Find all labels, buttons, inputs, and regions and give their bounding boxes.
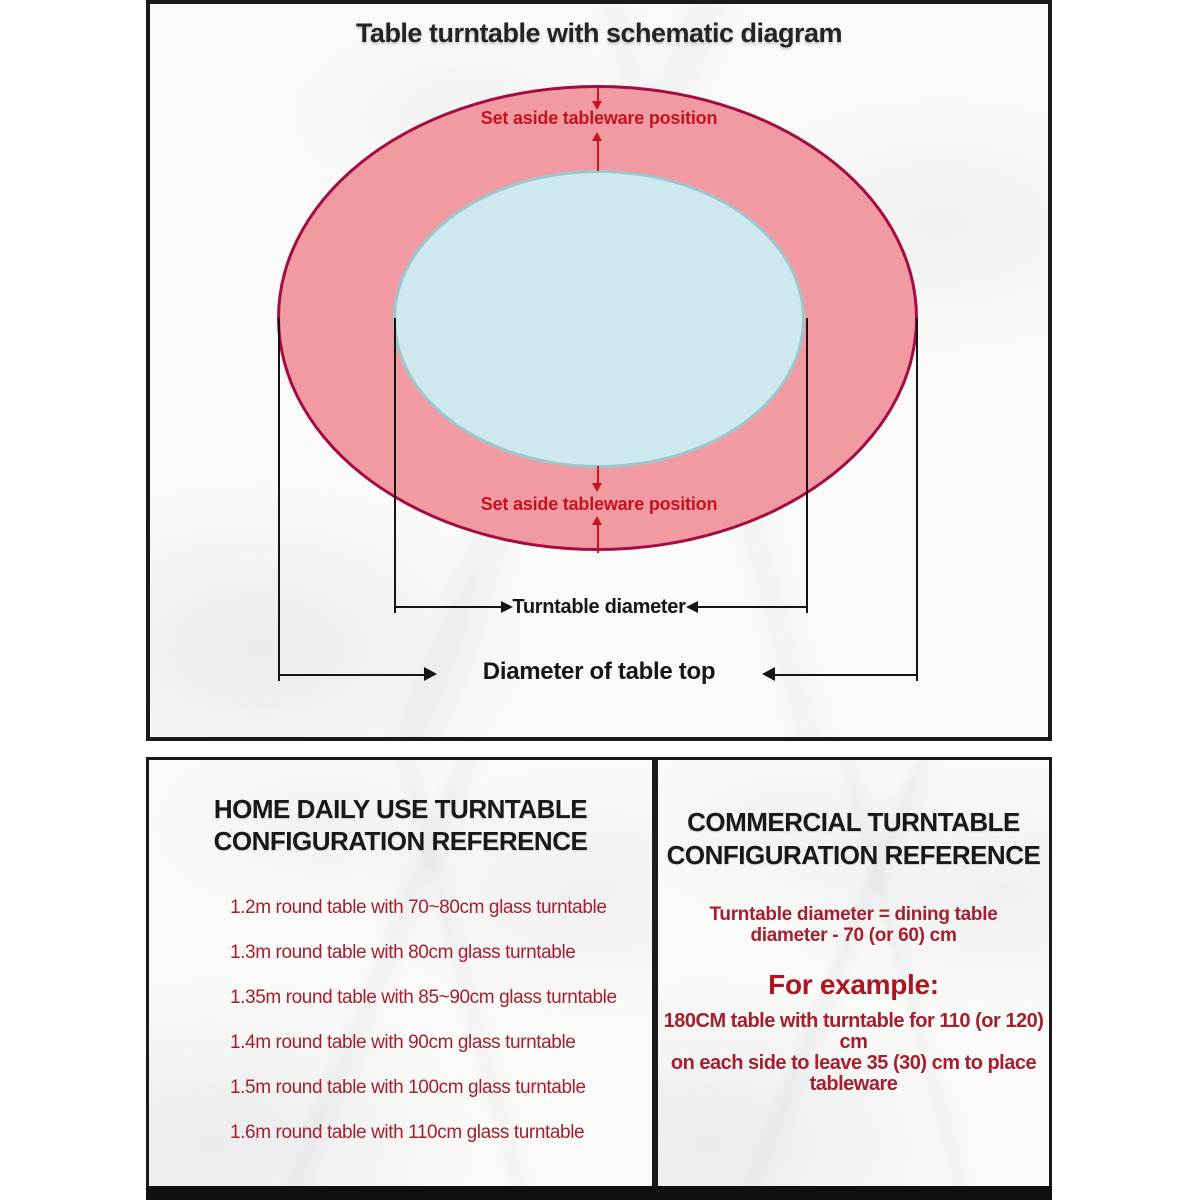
heading-line: COMMERCIAL TURNTABLE: [687, 807, 1020, 837]
formula-line: Turntable diameter = dining table: [709, 904, 998, 925]
arrow-left-icon: [762, 667, 775, 681]
example-line: 180CM table with turntable for 110 (or 120) cm: [663, 1010, 1044, 1053]
example-line: on each side to leave 35 (30) cm to place: [670, 1052, 1037, 1074]
diagram-title: Table turntable with schematic diagram: [355, 18, 843, 48]
arrow-line: [597, 141, 599, 171]
turntable-diameter-label: Turntable diameter: [512, 596, 686, 618]
arrow-up-icon: [592, 132, 602, 141]
arrow-line: [597, 466, 599, 484]
example-label: For example:: [768, 969, 939, 1000]
list-item: 1.5m round table with 100cm glass turntable: [230, 1077, 586, 1098]
bottom-crop-bar: [146, 1186, 1052, 1200]
heading-line: CONFIGURATION REFERENCE: [213, 826, 588, 856]
turntable-ellipse: [393, 170, 805, 468]
dimension-line-turntable-left: [394, 318, 396, 613]
arrow-down-icon: [592, 483, 602, 492]
home-config-panel: [146, 757, 655, 1200]
config-list: [230, 885, 617, 1155]
arrow-line: [597, 525, 599, 553]
list-item: 1.4m round table with 90cm glass turntable: [230, 1032, 576, 1053]
dimension-line: [698, 606, 806, 608]
arrow-up-icon: [592, 516, 602, 525]
bottom-annotation-label: Set aside tableware position: [480, 494, 718, 514]
table-top-diameter-label: Diameter of table top: [482, 658, 716, 685]
heading-line: CONFIGURATION REFERENCE: [666, 840, 1041, 870]
turntable-formula: [658, 904, 1049, 946]
formula-line: diameter - 70 (or 60) cm: [750, 925, 957, 946]
example-line: tableware: [809, 1073, 898, 1095]
arrow-left-icon: [686, 601, 698, 613]
dimension-line-turntable-right: [806, 318, 808, 613]
top-annotation-label: Set aside tableware position: [480, 108, 718, 128]
list-item: 1.35m round table with 85~90cm glass turntable: [230, 987, 617, 1008]
list-item: 1.3m round table with 80cm glass turntable: [230, 942, 576, 963]
home-panel-heading: [149, 793, 652, 857]
commercial-config-panel: [655, 757, 1052, 1200]
list-item: 1.2m round table with 70~80cm glass turntable: [230, 897, 607, 918]
dimension-line: [775, 674, 916, 676]
commercial-panel-heading: [658, 806, 1049, 872]
schematic-panel: [146, 0, 1052, 741]
heading-line: HOME DAILY USE TURNTABLE: [213, 794, 588, 824]
arrow-line: [597, 88, 599, 102]
list-item: 1.6m round table with 110cm glass turntable: [230, 1122, 585, 1143]
example-text: [658, 1011, 1049, 1095]
